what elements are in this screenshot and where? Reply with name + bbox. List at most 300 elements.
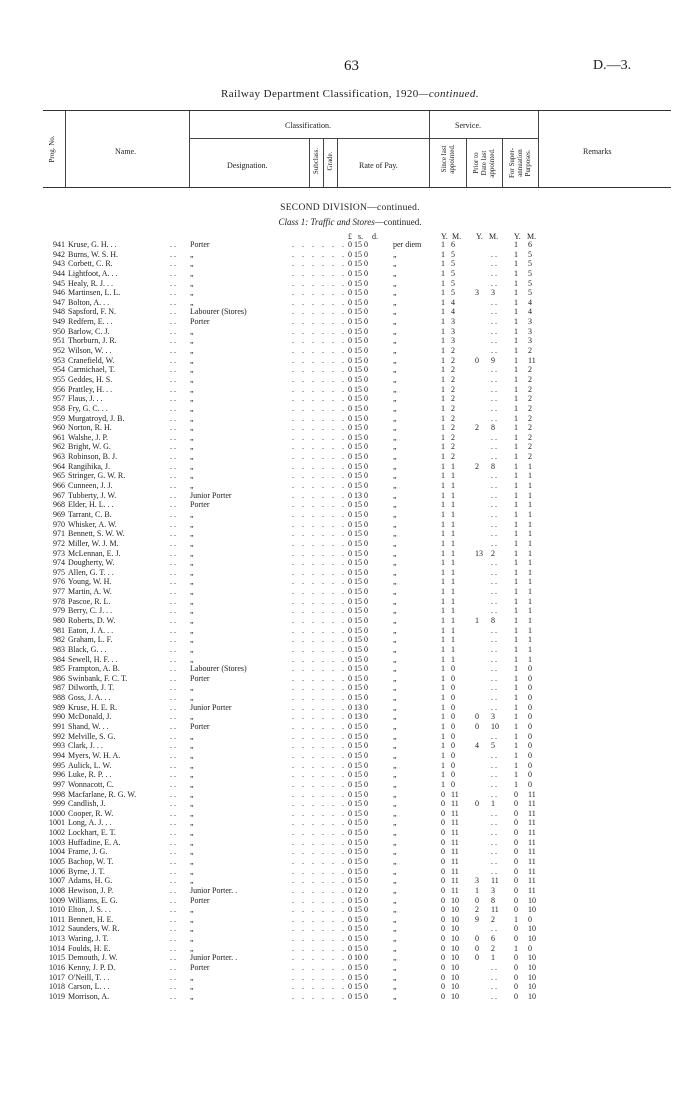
prog-no: 993 xyxy=(53,741,65,751)
super-years: 1 xyxy=(514,943,518,953)
rate-of-pay: 0 15 0 xyxy=(348,596,368,606)
rate-of-pay: 0 15 0 xyxy=(348,529,368,539)
employee-name: Swinbank, F. C. T. xyxy=(68,673,128,683)
pay-unit: „ xyxy=(393,770,396,780)
super-months: 4 xyxy=(528,307,532,317)
leader-dots: . . . . . . xyxy=(292,365,347,375)
prog-no: 960 xyxy=(53,423,65,433)
pay-unit: „ xyxy=(393,587,396,597)
prior-months: . . xyxy=(491,606,497,616)
rate-of-pay: 0 15 0 xyxy=(348,336,368,346)
prior-months: . . xyxy=(491,731,497,741)
employee-name: Macfarlane, R. G. W. xyxy=(68,789,137,799)
super-years: 0 xyxy=(514,905,518,915)
super-years: 1 xyxy=(514,635,518,645)
prior-months: . . xyxy=(491,413,497,423)
leader-dots: . . xyxy=(170,307,176,317)
since-years: 1 xyxy=(441,538,445,548)
designation: Porter xyxy=(190,500,210,510)
prog-no: 1005 xyxy=(49,857,65,866)
super-months: 10 xyxy=(528,934,536,944)
prior-months: 8 xyxy=(491,615,495,625)
leader-dots: . . . . . . xyxy=(292,317,347,327)
super-years: 1 xyxy=(514,297,518,307)
leader-dots: . . xyxy=(170,683,176,693)
since-years: 1 xyxy=(441,558,445,568)
table-row xyxy=(0,500,700,510)
employee-name: Morrison, A. xyxy=(68,991,110,1001)
leader-dots: . . . . . . xyxy=(292,741,347,751)
super-years: 1 xyxy=(514,317,518,327)
rate-of-pay: 0 15 0 xyxy=(348,365,368,375)
super-months: 2 xyxy=(528,423,532,433)
super-years: 1 xyxy=(514,384,518,394)
prior-years: 13 xyxy=(475,548,483,558)
rate-of-pay: 0 15 0 xyxy=(348,914,368,924)
pay-unit: „ xyxy=(393,615,396,625)
rate-of-pay: 0 15 0 xyxy=(348,693,368,703)
since-months: 0 xyxy=(451,693,455,703)
table-row xyxy=(0,240,700,250)
leader-dots: . . xyxy=(170,452,176,462)
leader-dots: . . . . . . xyxy=(292,471,347,481)
table-row xyxy=(0,818,700,828)
since-years: 1 xyxy=(441,693,445,703)
pay-unit: „ xyxy=(393,288,396,298)
super-years: 1 xyxy=(514,365,518,375)
pay-unit: „ xyxy=(393,278,396,288)
rate-of-pay: 0 15 0 xyxy=(348,750,368,760)
since-months: 2 xyxy=(451,442,455,452)
class-name: Traffic and Stores xyxy=(310,217,375,227)
leader-dots: . . . . . . xyxy=(292,934,347,944)
employee-name: Adams, H. G. xyxy=(68,876,113,886)
since-months: 0 xyxy=(451,760,455,770)
leader-dots: . . . . . . xyxy=(292,587,347,597)
table-row xyxy=(0,741,700,751)
since-years: 1 xyxy=(441,461,445,471)
employee-name: Fry, G. C. . . xyxy=(68,403,108,413)
super-years: 1 xyxy=(514,461,518,471)
leader-dots: . . . . . . xyxy=(292,789,347,799)
employee-name: Stringer, G. W. R. xyxy=(68,471,126,481)
designation: „ xyxy=(190,943,193,953)
super-months: 1 xyxy=(528,625,532,635)
since-years: 1 xyxy=(441,750,445,760)
super-years: 1 xyxy=(514,914,518,924)
since-months: 11 xyxy=(451,876,459,886)
prior-months: . . xyxy=(491,374,497,384)
prior-months: . . xyxy=(491,249,497,259)
rate-of-pay: 0 15 0 xyxy=(348,644,368,654)
prior-months: . . xyxy=(491,519,497,529)
designation: „ xyxy=(190,828,193,838)
employee-name: McLennan, E. J. xyxy=(68,548,121,558)
leader-dots: . . . . . . xyxy=(292,799,347,809)
prog-no: 983 xyxy=(53,644,65,654)
pay-unit: „ xyxy=(393,963,396,973)
unit-pence: d. xyxy=(372,232,378,241)
leader-dots: . . . . . . xyxy=(292,336,347,346)
designation: „ xyxy=(190,461,193,471)
prior-months: 9 xyxy=(491,355,495,365)
prior-months: 3 xyxy=(491,885,495,895)
table-row xyxy=(0,809,700,819)
employee-name: Roberts, D. W. xyxy=(68,615,116,625)
rate-of-pay: 0 12 0 xyxy=(348,885,368,895)
prog-no: 973 xyxy=(53,548,65,558)
prior-months: . . xyxy=(491,673,497,683)
prior-months: 2 xyxy=(491,548,495,558)
prior-months: 2 xyxy=(491,943,495,953)
since-months: 0 xyxy=(451,731,455,741)
table-row xyxy=(0,269,700,279)
table-row xyxy=(0,867,700,877)
pay-unit: „ xyxy=(393,673,396,683)
table-row xyxy=(0,317,700,327)
designation: „ xyxy=(190,712,193,722)
leader-dots: . . xyxy=(170,538,176,548)
rate-of-pay: 0 15 0 xyxy=(348,654,368,664)
super-months: 0 xyxy=(528,712,532,722)
rate-of-pay: 0 15 0 xyxy=(348,538,368,548)
since-months: 1 xyxy=(451,461,455,471)
employee-name: Black, G. . . xyxy=(68,644,107,654)
pay-unit: „ xyxy=(393,953,396,963)
table-row xyxy=(0,414,700,424)
designation: „ xyxy=(190,857,193,866)
super-months: 2 xyxy=(528,442,532,452)
designation: „ xyxy=(190,413,193,423)
prior-months: . . xyxy=(491,317,497,327)
since-months: 11 xyxy=(451,789,459,799)
designation: „ xyxy=(190,548,193,558)
employee-name: Foulds, H. E. xyxy=(68,943,111,953)
since-months: 0 xyxy=(451,741,455,751)
super-years: 1 xyxy=(514,403,518,413)
prior-years: 2 xyxy=(475,461,479,471)
since-years: 1 xyxy=(441,288,445,298)
table-row xyxy=(0,481,700,491)
leader-dots: . . . . . . xyxy=(292,278,347,288)
super-months: 2 xyxy=(528,413,532,423)
header-remarks: Remarks xyxy=(583,147,612,156)
leader-dots: . . xyxy=(170,577,176,587)
pay-unit: „ xyxy=(393,355,396,365)
prog-no: 1001 xyxy=(49,818,65,828)
since-years: 1 xyxy=(441,664,445,674)
leader-dots: . . . . . . xyxy=(292,249,347,259)
designation: „ xyxy=(190,326,193,336)
table-row xyxy=(0,934,700,944)
rate-of-pay: 0 15 0 xyxy=(348,326,368,336)
super-years: 0 xyxy=(514,857,518,866)
super-months: 0 xyxy=(528,760,532,770)
pay-unit: „ xyxy=(393,317,396,327)
employee-name: Redfern, E. . . xyxy=(68,317,113,327)
super-months: 2 xyxy=(528,346,532,356)
prog-no: 1016 xyxy=(49,963,65,973)
super-years: 1 xyxy=(514,596,518,606)
since-months: 11 xyxy=(451,837,459,847)
table-row xyxy=(0,356,700,366)
since-months: 4 xyxy=(451,307,455,317)
since-months: 10 xyxy=(451,972,459,982)
leader-dots: . . . . . . xyxy=(292,905,347,915)
super-years: 1 xyxy=(514,587,518,597)
table-row xyxy=(0,375,700,385)
designation: „ xyxy=(190,394,193,404)
employee-name: Miller, W. J. M. xyxy=(68,538,119,548)
prior-years: 2 xyxy=(475,905,479,915)
table-row xyxy=(0,790,700,800)
designation: „ xyxy=(190,779,193,789)
super-years: 0 xyxy=(514,808,518,818)
employee-name: Luke, R. P. . . xyxy=(68,770,112,780)
since-months: 11 xyxy=(451,857,459,866)
since-months: 0 xyxy=(451,779,455,789)
table-row xyxy=(0,385,700,395)
designation: „ xyxy=(190,442,193,452)
leader-dots: . . xyxy=(170,905,176,915)
rate-of-pay: 0 15 0 xyxy=(348,866,368,876)
rate-of-pay: 0 15 0 xyxy=(348,461,368,471)
rate-of-pay: 0 15 0 xyxy=(348,779,368,789)
leader-dots: . . xyxy=(170,847,176,857)
since-years: 0 xyxy=(441,905,445,915)
super-months: 2 xyxy=(528,365,532,375)
designation: „ xyxy=(190,268,193,278)
rate-of-pay: 0 15 0 xyxy=(348,288,368,298)
pay-unit: „ xyxy=(393,509,396,519)
leader-dots: . . xyxy=(170,442,176,452)
since-years: 0 xyxy=(441,991,445,1001)
designation: „ xyxy=(190,731,193,741)
super-months: 10 xyxy=(528,953,536,963)
leader-dots: . . . . . . xyxy=(292,538,347,548)
super-months: 1 xyxy=(528,615,532,625)
designation: „ xyxy=(190,249,193,259)
super-months: 11 xyxy=(528,866,536,876)
prog-no: 997 xyxy=(53,779,65,789)
employee-name: Lockhart, E. T. xyxy=(68,828,116,838)
since-years: 0 xyxy=(441,837,445,847)
super-years: 1 xyxy=(514,355,518,365)
prior-months: . . xyxy=(491,336,497,346)
since-months: 11 xyxy=(451,799,459,809)
prior-months: 1 xyxy=(491,953,495,963)
leader-dots: . . xyxy=(170,914,176,924)
pay-unit: „ xyxy=(393,731,396,741)
super-years: 1 xyxy=(514,413,518,423)
designation: „ xyxy=(190,432,193,442)
since-years: 1 xyxy=(441,394,445,404)
super-years: 0 xyxy=(514,991,518,1001)
since-months: 1 xyxy=(451,558,455,568)
since-months: 2 xyxy=(451,423,455,433)
prog-no: 975 xyxy=(53,567,65,577)
prior-years: 9 xyxy=(475,914,479,924)
super-years: 1 xyxy=(514,249,518,259)
leader-dots: . . xyxy=(170,673,176,683)
since-months: 5 xyxy=(451,268,455,278)
employee-name: Cunneen, J. J. xyxy=(68,481,113,491)
since-months: 3 xyxy=(451,317,455,327)
rate-of-pay: 0 13 0 xyxy=(348,702,368,712)
employee-name: Berry, C. J. . . xyxy=(68,606,113,616)
designation: „ xyxy=(190,625,193,635)
super-months: 5 xyxy=(528,288,532,298)
leader-dots: . . xyxy=(170,374,176,384)
super-years: 1 xyxy=(514,760,518,770)
prog-no: 1019 xyxy=(49,991,65,1001)
rate-of-pay: 0 15 0 xyxy=(348,828,368,838)
leader-dots: . . xyxy=(170,336,176,346)
leader-dots: . . xyxy=(170,500,176,510)
prior-months: . . xyxy=(491,750,497,760)
since-months: 1 xyxy=(451,500,455,510)
since-years: 0 xyxy=(441,982,445,992)
unit-shilling: s. xyxy=(358,232,364,241)
leader-dots: . . xyxy=(170,423,176,433)
super-months: 5 xyxy=(528,259,532,269)
table-row xyxy=(0,635,700,645)
table-row xyxy=(0,250,700,260)
super-years: 1 xyxy=(514,374,518,384)
designation: „ xyxy=(190,972,193,982)
table-row xyxy=(0,327,700,337)
leader-dots: . . . . . . xyxy=(292,895,347,905)
table-row xyxy=(0,539,700,549)
since-months: 2 xyxy=(451,432,455,442)
prog-no: 968 xyxy=(53,500,65,510)
pay-unit: „ xyxy=(393,914,396,924)
prog-no: 942 xyxy=(53,249,65,259)
rate-of-pay: 0 15 0 xyxy=(348,837,368,847)
prior-months: 11 xyxy=(491,905,499,915)
pay-unit: „ xyxy=(393,268,396,278)
leader-dots: . . . . . . xyxy=(292,866,347,876)
prior-months: . . xyxy=(491,384,497,394)
pay-unit: „ xyxy=(393,538,396,548)
super-years: 1 xyxy=(514,307,518,317)
since-months: 0 xyxy=(451,702,455,712)
rate-of-pay: 0 15 0 xyxy=(348,346,368,356)
pay-unit: „ xyxy=(393,885,396,895)
table-row xyxy=(0,905,700,915)
since-months: 3 xyxy=(451,336,455,346)
leader-dots: . . xyxy=(170,240,176,249)
table-row xyxy=(0,462,700,472)
employee-name: Carmichael, T. xyxy=(68,365,116,375)
prior-months: . . xyxy=(491,297,497,307)
pay-unit: „ xyxy=(393,934,396,944)
super-months: 1 xyxy=(528,567,532,577)
prior-months: 10 xyxy=(491,722,499,732)
prior-months: 3 xyxy=(491,712,495,722)
pay-unit: „ xyxy=(393,558,396,568)
pay-unit: „ xyxy=(393,471,396,481)
prog-no: 971 xyxy=(53,529,65,539)
designation: „ xyxy=(190,346,193,356)
employee-name: Tarrant, C. B. xyxy=(68,509,112,519)
rate-of-pay: 0 15 0 xyxy=(348,722,368,732)
prior-months: . . xyxy=(491,577,497,587)
leader-dots: . . . . . . xyxy=(292,577,347,587)
rate-of-pay: 0 15 0 xyxy=(348,982,368,992)
pay-unit: „ xyxy=(393,577,396,587)
prog-no: 980 xyxy=(53,615,65,625)
super-years: 0 xyxy=(514,953,518,963)
super-years: 1 xyxy=(514,471,518,481)
class-suffix: —continued. xyxy=(374,217,422,227)
leader-dots: . . xyxy=(170,741,176,751)
employee-name: McDonald, J. xyxy=(68,712,112,722)
super-years: 1 xyxy=(514,664,518,674)
employee-name: Elder, H. L. . . xyxy=(68,500,114,510)
super-years: 1 xyxy=(514,693,518,703)
super-months: 10 xyxy=(528,924,536,934)
super-months: 1 xyxy=(528,587,532,597)
prog-no: 953 xyxy=(53,355,65,365)
designation: „ xyxy=(190,577,193,587)
super-years: 1 xyxy=(514,336,518,346)
leader-dots: . . xyxy=(170,288,176,298)
leader-dots: . . xyxy=(170,895,176,905)
employee-name: Whisker, A. W. xyxy=(68,519,117,529)
since-years: 1 xyxy=(441,509,445,519)
leader-dots: . . xyxy=(170,548,176,558)
designation: „ xyxy=(190,529,193,539)
table-row xyxy=(0,915,700,925)
leader-dots: . . . . . . xyxy=(292,885,347,895)
leader-dots: . . xyxy=(170,702,176,712)
pay-unit: „ xyxy=(393,972,396,982)
super-years: 1 xyxy=(514,423,518,433)
super-months: 4 xyxy=(528,297,532,307)
prog-no: 977 xyxy=(53,587,65,597)
pay-unit: „ xyxy=(393,799,396,809)
table-row xyxy=(0,924,700,934)
pay-unit: „ xyxy=(393,644,396,654)
designation: „ xyxy=(190,914,193,924)
since-months: 11 xyxy=(451,808,459,818)
leader-dots: . . xyxy=(170,259,176,269)
leader-dots: . . xyxy=(170,471,176,481)
leader-dots: . . xyxy=(170,519,176,529)
since-months: 1 xyxy=(451,606,455,616)
table-row xyxy=(0,442,700,452)
prior-months: . . xyxy=(491,789,497,799)
employee-name: Kruse, H. E. R. xyxy=(68,702,118,712)
leader-dots: . . xyxy=(170,924,176,934)
leader-dots: . . . . . . xyxy=(292,519,347,529)
rate-of-pay: 0 15 0 xyxy=(348,355,368,365)
designation: „ xyxy=(190,615,193,625)
prog-no: 946 xyxy=(53,288,65,298)
since-years: 0 xyxy=(441,963,445,973)
rate-of-pay: 0 15 0 xyxy=(348,297,368,307)
employee-name: Myers, W. H. A. xyxy=(68,750,121,760)
prior-months: . . xyxy=(491,635,497,645)
prior-months: . . xyxy=(491,394,497,404)
employee-name: Martinsen, L. L. xyxy=(68,288,121,298)
prog-no: 958 xyxy=(53,403,65,413)
super-months: 2 xyxy=(528,432,532,442)
super-months: 11 xyxy=(528,799,536,809)
leader-dots: . . xyxy=(170,615,176,625)
super-months: 10 xyxy=(528,982,536,992)
